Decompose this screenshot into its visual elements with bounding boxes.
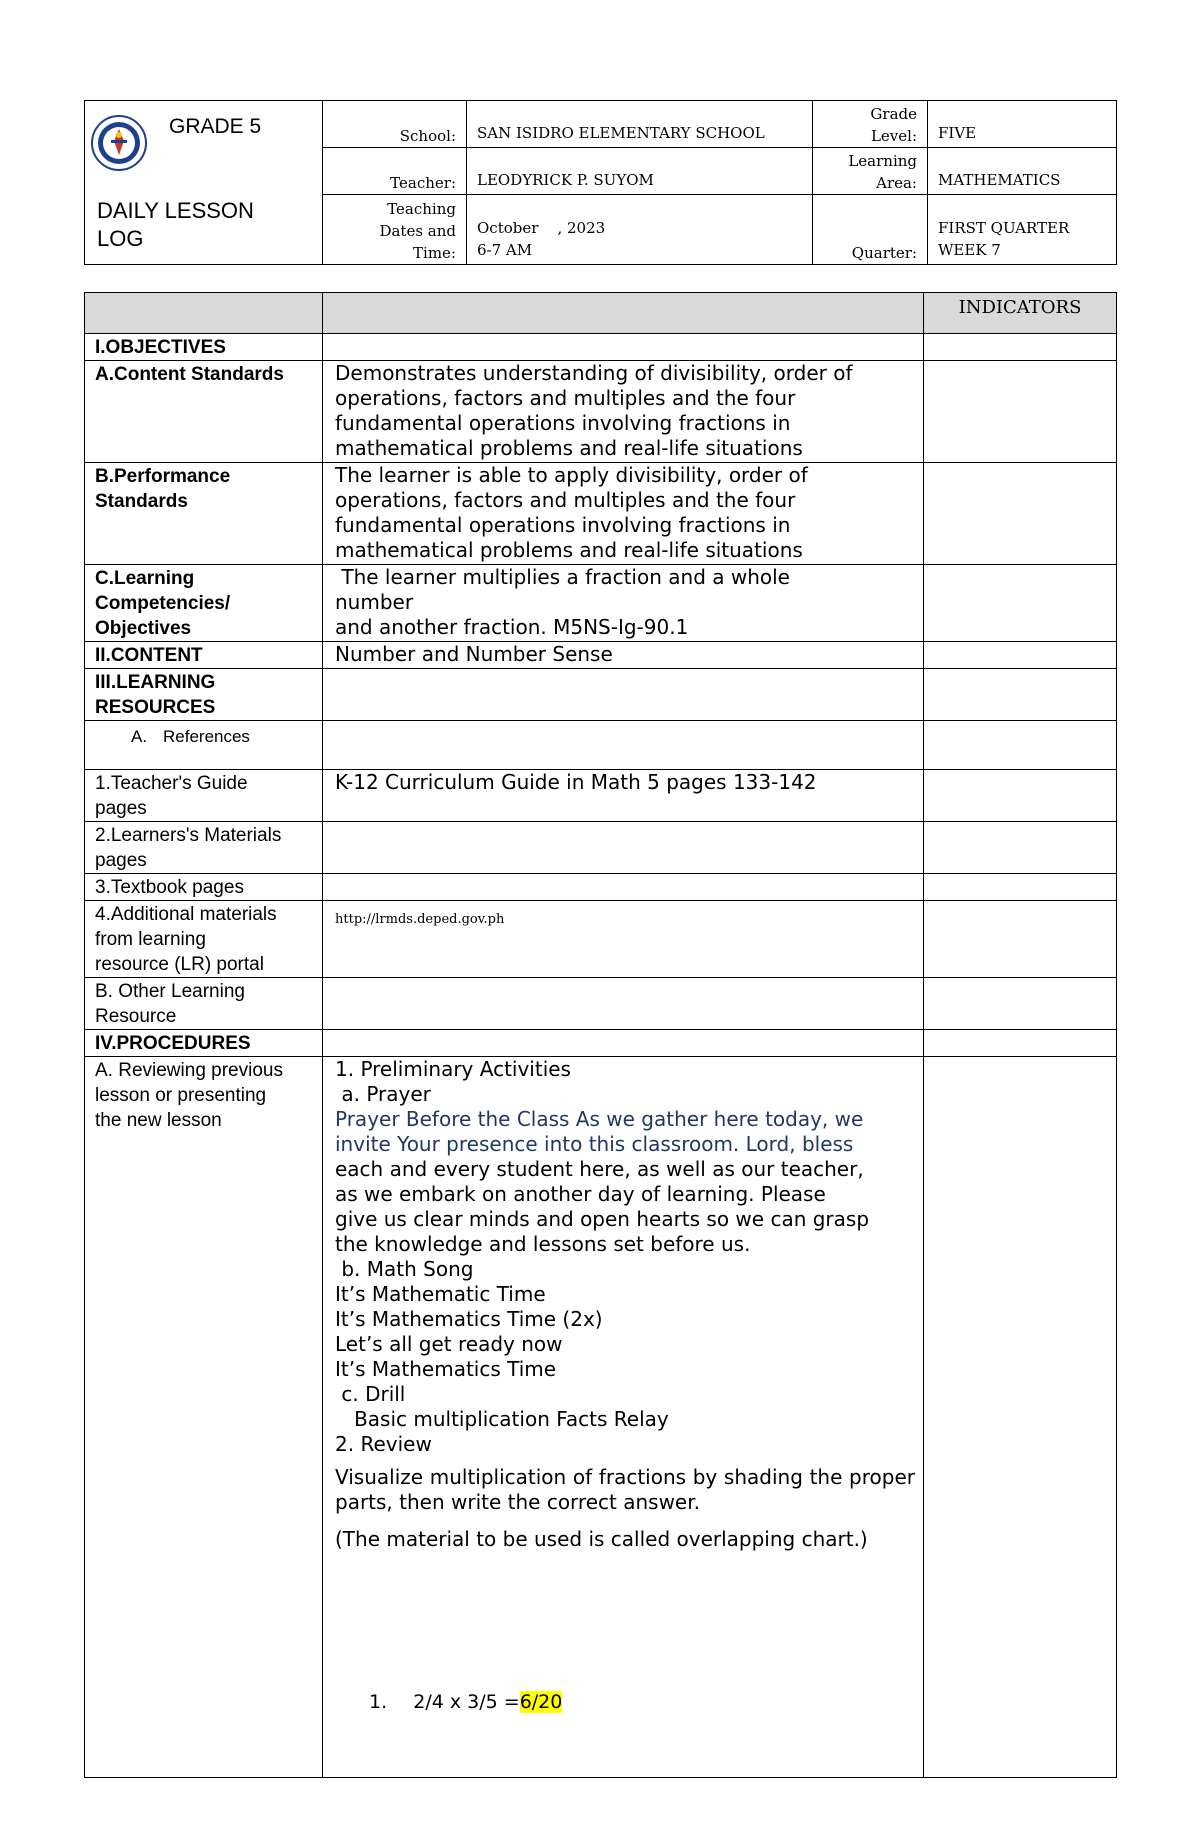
text-line: The learner is able to apply divisibility, order of [335,463,808,487]
grade-level-label-line: Level: [870,127,917,145]
dates-label-line: Teaching [387,200,456,218]
empty-cell [323,1030,924,1057]
table-row [85,1057,1117,1778]
drill-heading: c. Drill [335,1382,406,1406]
indicator-cell [924,721,1117,770]
header-title-cell [85,101,323,265]
song-line: It’s Mathematics Time (2x) [335,1307,603,1331]
deped-seal-icon [91,115,147,171]
prayer-heading: a. Prayer [335,1082,431,1106]
dates-value-line: October , 2023 [477,219,606,237]
school-label: School: [323,101,467,148]
learning-area-label [813,148,928,195]
reviewing-content [323,1057,924,1778]
empty-cell [323,669,924,721]
label-line: Competencies/ [95,593,231,614]
text-line: and another fraction. M5NS-Ig-90.1 [335,615,689,639]
table-row [85,463,1117,565]
text-line: fundamental operations involving fractions in [335,513,791,537]
text-line: mathematical problems and real-life situations [335,538,803,562]
label-line: III.LEARNING [95,672,216,693]
table-row [85,361,1117,463]
quarter-value [928,195,1117,265]
textbook-label: 3.Textbook pages [85,874,323,901]
additional-materials-label [85,901,323,978]
item-answer: 6/20 [519,1691,563,1713]
dates-value [467,195,813,265]
teacher-label: Teacher: [323,148,467,195]
references-text: References [163,727,250,746]
competencies-text [323,565,924,642]
grade-level-label-line: Grade [870,105,917,123]
table-row [85,901,1117,978]
indicator-cell [924,463,1117,565]
table-row [85,642,1117,669]
empty-cell [323,721,924,770]
header-table [84,100,1117,265]
indicator-cell [924,1057,1117,1778]
review-heading: 2. Review [335,1432,432,1456]
song-line: It’s Mathematic Time [335,1282,546,1306]
indicator-cell [924,901,1117,978]
objectives-heading: I.OBJECTIVES [85,334,323,361]
indicator-cell [924,770,1117,822]
label-line: A. Reviewing previous [95,1060,283,1081]
chart-space [335,1552,915,1690]
prayer-line: each and every student here, as well as our teacher, [335,1157,864,1181]
table-row [85,721,1117,770]
label-line: from learning [95,929,206,950]
label-line: lesson or presenting [95,1085,267,1106]
content-heading: II.CONTENT [85,642,323,669]
references-letter: A. [131,727,148,746]
quarter-value-line: WEEK 7 [938,241,1001,259]
table-row [85,1030,1117,1057]
label-line: Resource [95,1006,177,1027]
material-note: (The material to be used is called overlapping chart.) [335,1527,868,1551]
label-line: pages [95,850,147,871]
indicator-cell [924,334,1117,361]
prayer-line: invite Your presence into this classroom. Lord, bless [335,1132,854,1156]
quarter-value-line: FIRST QUARTER [938,219,1070,237]
text-line: mathematical problems and real-life situations [335,436,803,460]
item-expression: 2/4 x 3/5 = [413,1691,520,1713]
header-blank-cell [323,293,924,334]
preliminary-heading: 1. Preliminary Activities [335,1057,571,1081]
text-line: operations, factors and multiples and the four [335,488,796,512]
text-line: number [335,590,414,614]
label-line: pages [95,798,147,819]
label-line: RESOURCES [95,697,216,718]
references-label [85,721,323,770]
table-row [85,978,1117,1030]
label-line: B.Performance [95,466,231,487]
label-line: Objectives [95,618,192,639]
table-row [85,874,1117,901]
learning-area-value: MATHEMATICS [928,148,1117,195]
learners-materials-label [85,822,323,874]
content-standards-label: A.Content Standards [85,361,323,463]
empty-cell [323,822,924,874]
grade-level-value: FIVE [928,101,1117,148]
dates-label [323,195,467,265]
label-line: 2.Learners's Materials [95,825,282,846]
exercise-item [335,1690,915,1715]
quarter-label: Quarter: [813,195,928,265]
indicator-cell [924,565,1117,642]
other-resource-label [85,978,323,1030]
empty-cell [323,874,924,901]
document-title: DAILY LESSON LOG [97,198,254,251]
song-line: Let’s all get ready now [335,1332,563,1356]
drill-line: Basic multiplication Facts Relay [335,1407,669,1431]
teacher-value: LEODYRICK P. SUYOM [467,148,813,195]
text-line: operations, factors and multiples and the four [335,386,796,410]
dates-label-line: Time: [413,244,456,262]
grade-level-label [813,101,928,148]
indicator-cell [924,978,1117,1030]
header-blank-cell [85,293,323,334]
table-header-row [85,293,1117,334]
label-line: the new lesson [95,1110,222,1131]
label-line: Standards [95,491,188,512]
label-line: resource (LR) portal [95,954,264,975]
visualize-instructions: Visualize multiplication of fractions by shading the proper parts, then write the correct answer. [335,1465,915,1514]
indicator-cell [924,1030,1117,1057]
label-line: 1.Teacher's Guide [95,773,248,794]
indicators-header: INDICATORS [924,293,1117,334]
label-line: C.Learning [95,568,195,589]
dates-value-line: 6-7 AM [477,241,533,259]
song-heading: b. Math Song [335,1257,474,1281]
prayer-line: give us clear minds and open hearts so we can grasp [335,1207,870,1231]
table-row [85,669,1117,721]
dates-label-line: Dates and [379,222,456,240]
text-line: The learner multiplies a fraction and a whole [335,565,790,589]
reviewing-label [85,1057,323,1778]
table-row [85,770,1117,822]
table-row [85,822,1117,874]
item-number: 1. [369,1691,388,1713]
prayer-line: Prayer Before the Class As we gather here today, we [335,1107,864,1131]
performance-standards-text [323,463,924,565]
learning-area-label-line: Learning [848,152,917,170]
content-standards-text [323,361,924,463]
performance-standards-label [85,463,323,565]
label-line: 4.Additional materials [95,904,277,925]
empty-cell [323,978,924,1030]
label-line: B. Other Learning [95,981,245,1002]
empty-cell [323,334,924,361]
teachers-guide-value: K-12 Curriculum Guide in Math 5 pages 133-142 [323,770,924,822]
procedures-heading: IV.PROCEDURES [85,1030,323,1057]
lrmds-link[interactable]: http://lrmds.deped.gov.ph [323,901,924,978]
teachers-guide-label [85,770,323,822]
table-row [85,565,1117,642]
indicator-cell [924,822,1117,874]
content-value: Number and Number Sense [323,642,924,669]
school-value: SAN ISIDRO ELEMENTARY SCHOOL [467,101,813,148]
learning-resources-heading [85,669,323,721]
prayer-line: as we embark on another day of learning. Please [335,1182,826,1206]
competencies-label [85,565,323,642]
prayer-line: the knowledge and lessons set before us. [335,1232,751,1256]
grade-title: GRADE 5 [169,115,262,138]
indicator-cell [924,669,1117,721]
learning-area-label-line: Area: [876,174,917,192]
indicator-cell [924,642,1117,669]
song-line: It’s Mathematics Time [335,1357,557,1381]
text-line: Demonstrates understanding of divisibility, order of [335,361,853,385]
text-line: fundamental operations involving fractions in [335,411,791,435]
indicator-cell [924,361,1117,463]
table-row [85,334,1117,361]
indicator-cell [924,874,1117,901]
lesson-table [84,292,1117,1778]
